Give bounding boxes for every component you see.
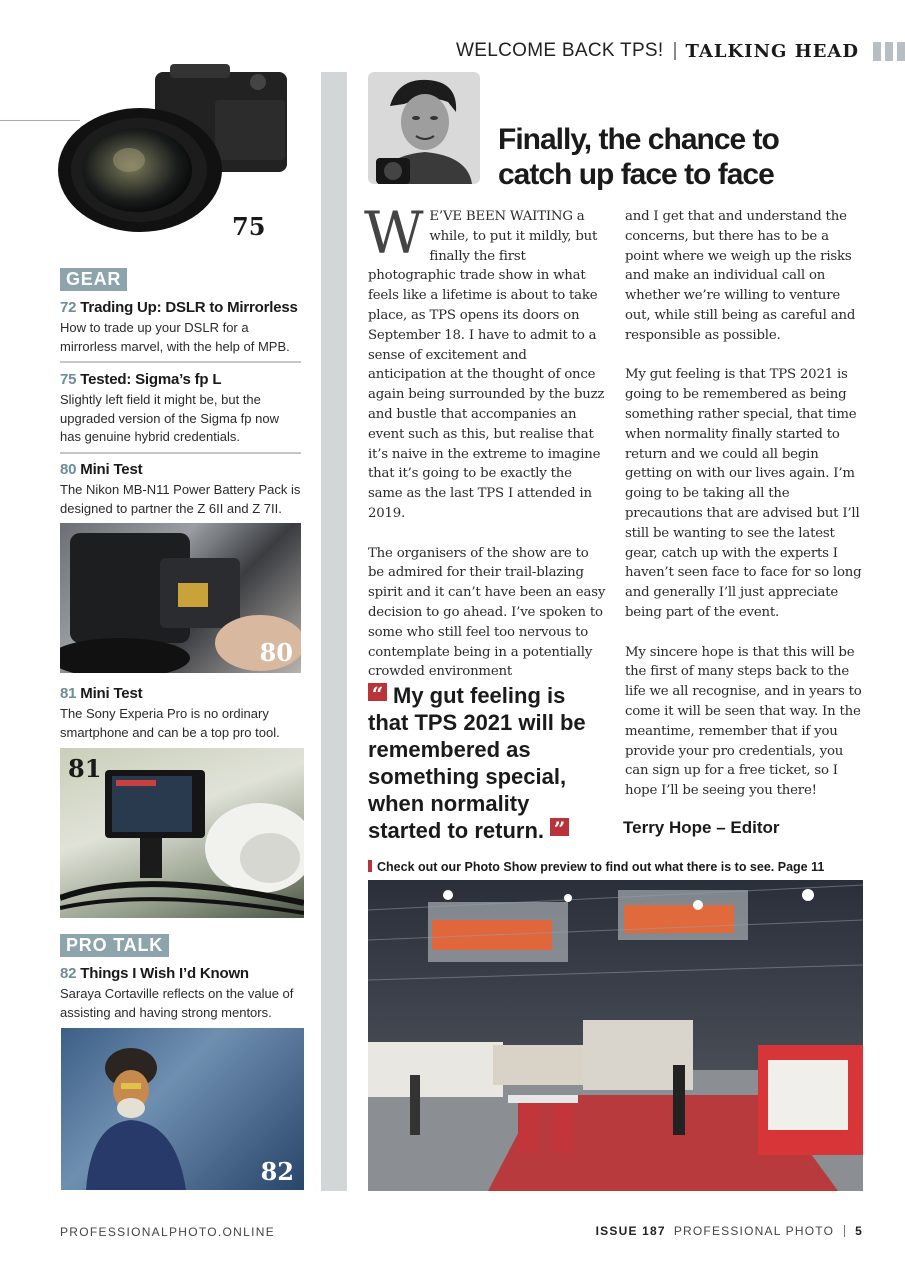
caption-text: Check out our Photo Show preview to find out what there is to see. Page 11 <box>377 860 825 874</box>
editorial-column-2 <box>625 207 863 821</box>
contents-entry[interactable] <box>60 371 303 447</box>
footer-magazine: PROFESSIONAL PHOTO <box>673 1224 835 1238</box>
entry-description: The Sony Experia Pro is no ordinary smartphone and can be a top pro tool. <box>60 706 280 740</box>
trade-show-photo <box>368 880 863 1191</box>
entry-title: Tested: Sigma’s fp L <box>80 371 222 388</box>
contents-entry[interactable] <box>60 299 303 356</box>
entry-divider <box>60 361 301 363</box>
contents-entry[interactable] <box>60 461 303 518</box>
footer-separator <box>844 1225 845 1237</box>
photo-page-number: 81 <box>68 754 102 783</box>
editor-signature: Terry Hope – Editor <box>623 818 780 837</box>
pull-quote <box>368 682 593 844</box>
header-bars-decoration <box>869 42 905 61</box>
entry-title: Mini Test <box>80 685 143 702</box>
header-welcome: WELCOME BACK TPS! <box>456 40 664 61</box>
entry-title: Trading Up: DSLR to Mirrorless <box>80 299 298 316</box>
close-quote-icon: ” <box>550 818 569 836</box>
entry-page-number: 75 <box>60 371 77 388</box>
dropcap: W <box>364 199 424 267</box>
entry-page-number: 81 <box>60 685 77 702</box>
photo-page-number: 80 <box>259 638 293 667</box>
entry-description: Slightly left field it might be, but the upgraded version of the Sigma fp now has genuine hybrid credentials. <box>60 392 279 444</box>
paragraph: The organisers of the show are to be admired for their trail-blazing spirit and it can’t have been an easy decision to go ahead. I’ve spoken to some who still feel too nervous to contemplate being in a potentially crowded environment <box>368 545 606 680</box>
contents-entry[interactable] <box>60 685 303 742</box>
page-header <box>456 38 905 64</box>
hero-page-number: 75 <box>232 212 266 241</box>
pull-quote-text: My gut feeling is that TPS 2021 will be remembered as something special, when normality started to return. <box>368 683 586 843</box>
photo-caption[interactable] <box>368 860 824 874</box>
entry-title: Mini Test <box>80 461 143 478</box>
entry-description: The Nikon MB-N11 Power Battery Pack is designed to partner the Z 6II and Z 7II. <box>60 482 301 516</box>
paragraph: a while, to put it mildly, but finally the first photographic trade show in what feels like a lifetime is about to take place, as TPS opens its doors on September 18. I have to admit to a sense of excitement and anticipation at the thought of once again being surrounded by the buzz and bustle that accompanies an event such as this, but realise that it’s naive in the extreme to imagine that it’s going to be exactly the same as the last TPS I attended in 2019. <box>368 209 605 521</box>
entry-description: Saraya Cortaville reflects on the value of assisting and having strong mentors. <box>60 986 294 1020</box>
footer-folio <box>596 1224 863 1238</box>
entry-page-number: 80 <box>60 461 77 478</box>
smartphone-photo <box>60 748 304 918</box>
gear-section-tag: GEAR <box>60 268 127 291</box>
pro-talk-section-tag: PRO TALK <box>60 934 169 957</box>
portrait-photo <box>61 1028 304 1190</box>
paragraph: My sincere hope is that this will be the first of many steps back to the life we all recognise, and in years to come it will be seen that way. In the meantime, remember that if you provide your pro credentials, you can sign up for a free ticket, so I hope I’ll be seeing you there! <box>625 644 862 799</box>
photo-page-number: 82 <box>260 1157 294 1186</box>
editor-portrait <box>368 72 480 184</box>
page-number: 5 <box>855 1224 863 1238</box>
caption-marker <box>368 860 372 872</box>
entry-description: How to trade up your DSLR for a mirrorless marvel, with the help of MPB. <box>60 320 290 354</box>
header-separator <box>674 42 676 60</box>
contents-entry[interactable] <box>60 965 303 1022</box>
entry-divider <box>60 452 301 454</box>
entry-page-number: 72 <box>60 299 77 316</box>
lead-in-caps: E’VE BEEN WAITING <box>429 209 573 224</box>
editorial-headline: Finally, the chance to catch up face to face <box>498 123 779 191</box>
column-divider-strip <box>321 72 347 1191</box>
editorial-column-1 <box>364 199 608 702</box>
paragraph: My gut feeling is that TPS 2021 is going to be remembered as being something rather special, that time when normality finally started to return and we could all begin getting on with our lives again. I’m going to be taking all the precautions that are advised but I’ll still be wanting to see the latest gear, catch up with the experts I haven’t seen face to face for so long and generally I’ll just appreciate being part of the event. <box>625 367 862 620</box>
footer-website[interactable]: PROFESSIONALPHOTO.ONLINE <box>60 1225 276 1239</box>
entry-title: Things I Wish I’d Known <box>80 965 249 982</box>
battery-pack-photo <box>60 523 301 673</box>
open-quote-icon: “ <box>368 683 387 701</box>
camera-image <box>55 60 300 235</box>
footer-issue: ISSUE 187 <box>595 1224 666 1238</box>
entry-page-number: 82 <box>60 965 77 982</box>
header-section: TALKING HEAD <box>685 40 859 62</box>
paragraph: and I get that and understand the concerns, but there has to be a point where we weigh up the risks and make an individual call on whether we’re willing to venture out, while still being as careful and responsible as possible. <box>625 209 856 343</box>
